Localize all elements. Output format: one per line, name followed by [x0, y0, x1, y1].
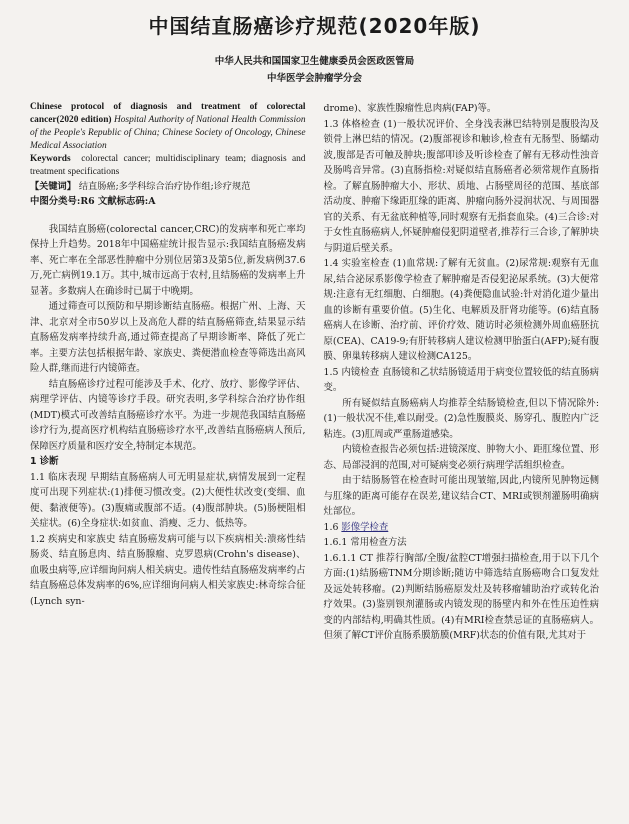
english-abstract	[30, 101, 306, 153]
paper-title: 中国结直肠癌诊疗规范(2020年版)	[148, 14, 481, 38]
english-keywords	[30, 153, 306, 179]
section-title-link[interactable]: 影像学检查	[341, 521, 389, 533]
paragraph: 我国结直肠癌(colorectal cancer,CRC)的发病率和死亡率均保持上升趋势。2018年中国癌症统计报告显示:我国结直肠癌发病率、死亡率在全部恶性肿瘤中分别位居第3及第5位,新发病例37.6万,死亡病例19.1万。其中,城市远高于农村,且结肠癌的发病率上升显著。多数病人在确诊时已属于中晚期。	[30, 223, 306, 297]
paragraph: drome)、家族性腺瘤性息肉病(FAP)等。	[323, 103, 497, 114]
author-line: 中华医学会肿瘤学分会	[266, 73, 362, 84]
keywords-text: colorectal cancer; multidisciplinary team; diagnosis and treatment specifications	[30, 154, 306, 177]
chinese-keywords	[30, 179, 306, 194]
cn-keywords-text: 结直肠癌;多学科综合治疗协作组;诊疗规范	[78, 181, 251, 192]
section-1-3: 1.3 体格检查 (1)一般状况评价、全身浅表淋巴结特别是腹股沟及锁骨上淋巴结的情况。(2)腹部视诊和触诊,检查有无肠型、肠蠕动波,腹部是否可触及肿块;腹部叩诊及听诊检查了解有无移动性浊音及肠鸣音异常。(3)直肠指检:对疑似结直肠癌者必须常规作直肠指检。了解直肠肿瘤大小、形状、质地、占肠壁周径的范围、基底部活动度、肿瘤下缘距肛缘的距离、肿瘤向肠外浸润状况、与周围器官的关系、有无盆底种植等,同时观察有无指套血染。(4)三合诊:对于女性直肠癌病人,怀疑肿瘤侵犯阴道壁者,推荐行三合诊,了解肿块与阴道后壁关系。	[323, 118, 599, 254]
paragraph: 结直肠癌诊疗过程可能涉及手术、化疗、放疗、影像学评估、病理学评估、内镜等诊疗手段。研究表明,多学科综合治疗协作组(MDT)模式可改善结直肠癌诊疗水平。为进一步规范我国结直肠癌诊疗行为,提高医疗机构结直肠癌诊疗水平,改善结直肠癌病人预后,保障医疗质量和医疗安全,特制定本规范。	[30, 378, 306, 452]
paragraph: 所有疑似结直肠癌病人均推荐全结肠镜检查,但以下情况除外:(1)一般状况不佳,难以耐受。(2)急性腹膜炎、肠穿孔、腹腔内广泛粘连。(3)肛周或严重肠道感染。	[323, 397, 599, 440]
section-1-2: 1.2 疾病史和家族史 结直肠癌发病可能与以下疾病相关:溃疡性结肠炎、结直肠息肉、结直肠腺瘤、克罗恩病(Crohn's disease)、血吸虫病等,应详细询问病人相关病史。遗传性结直肠癌发病率约占结直肠癌总体发病率的6%,应详细询问病人相关家族史:林奇综合征(Lynch syn-	[30, 533, 306, 607]
author-block	[30, 53, 599, 87]
section-number: 1.6	[323, 521, 342, 533]
classification-code: 中图分类号:R6 文献标志码:A	[30, 196, 156, 207]
author-line: 中华人民共和国国家卫生健康委员会医政医管局	[214, 56, 415, 67]
english-authors: Hospital Authority of National Health Commission of the People's Republic of China; Chinese Society of Oncology, Chinese Medical Association	[30, 115, 306, 151]
paragraph: 通过筛查可以预防和早期诊断结直肠癌。根据广州、上海、天津、北京对全市50岁以上及高危人群的结直肠癌筛查,结果显示结直肠癌发病率持续升高,通过筛查提高了早期诊断率、降低了死亡率。主要方法包括根据年龄、家族史、粪便潜血检查等筛选出高风险人群,继而进行内镜筛查。	[30, 301, 306, 374]
section-1-6-heading	[324, 520, 600, 536]
two-column-body	[30, 101, 599, 644]
section-1-1: 1.1 临床表现 早期结直肠癌病人可无明显症状,病情发展到一定程度可出现下列症状:(1)排便习惯改变。(2)大便性状改变(变细、血便、黏液便等)。(3)腹痛或腹部不适。(4)腹部肿块。(5)肠梗阻相关症状。(6)全身症状:如贫血、消瘦、乏力、低热等。	[30, 471, 306, 529]
section-1-6-1-1: 1.6.1.1 CT 推荐行胸部/全腹/盆腔CT增强扫描检查,用于以下几个方面:(1)结肠癌TNM分期诊断;随访中筛选结直肠癌吻合口复发灶及远处转移瘤。(2)判断结肠癌原发灶及转移瘤辅助治疗或转化治疗效果。(3)鉴别钡剂灌肠或内镜发现的肠壁内和外在性压迫性病变的内部结构,明确其性质。(4)有MRI检查禁忌证的直肠癌病人。但须了解CT评价直肠系膜筋膜(MRF)状态的价值有限,尤其对于	[323, 552, 599, 641]
left-column	[30, 101, 306, 644]
section-heading: 1 诊断	[30, 456, 59, 467]
cn-keywords-label: 【关键词】	[30, 181, 76, 192]
section-1-6-1: 1.6.1 常用检查方法	[323, 537, 407, 548]
keywords-label: Keywords	[30, 154, 71, 164]
paragraph: 内镜检查报告必须包括:进镜深度、肿物大小、距肛缘位置、形态、局部浸润的范围,对可疑病变必须行病理学活组织检查。	[323, 444, 599, 471]
paragraph: 由于结肠肠管在检查时可能出现皱缩,因此,内镜所见肿物远侧与肛缘的距离可能存在误差,建议结合CT、MRI或钡剂灌肠明确病灶部位。	[323, 475, 599, 517]
english-title: Chinese protocol of diagnosis and treatment of colorectal cancer(2020 edition)	[30, 102, 306, 125]
right-column	[324, 101, 600, 644]
section-1-5: 1.5 内镜检查 直肠镜和乙状结肠镜适用于病变位置较低的结直肠病变。	[323, 366, 599, 393]
section-1-4: 1.4 实验室检查 (1)血常规:了解有无贫血。(2)尿常规:观察有无血尿,结合泌尿系影像学检查了解肿瘤是否侵犯泌尿系统。(3)大便常规:注意有无红细胞、白细胞。(4)粪便隐血试验:针对消化道少量出血的诊断有重要价值。(5)生化、电解质及肝肾功能等。(6)结直肠癌病人在诊断、治疗前、评价疗效、随访时必须检测外周血癌胚抗原(CEA)、CA19-9;有肝转移病人建议检测甲胎蛋白(AFP);疑有腹膜、卵巢转移病人建议检测CA125。	[323, 258, 599, 362]
